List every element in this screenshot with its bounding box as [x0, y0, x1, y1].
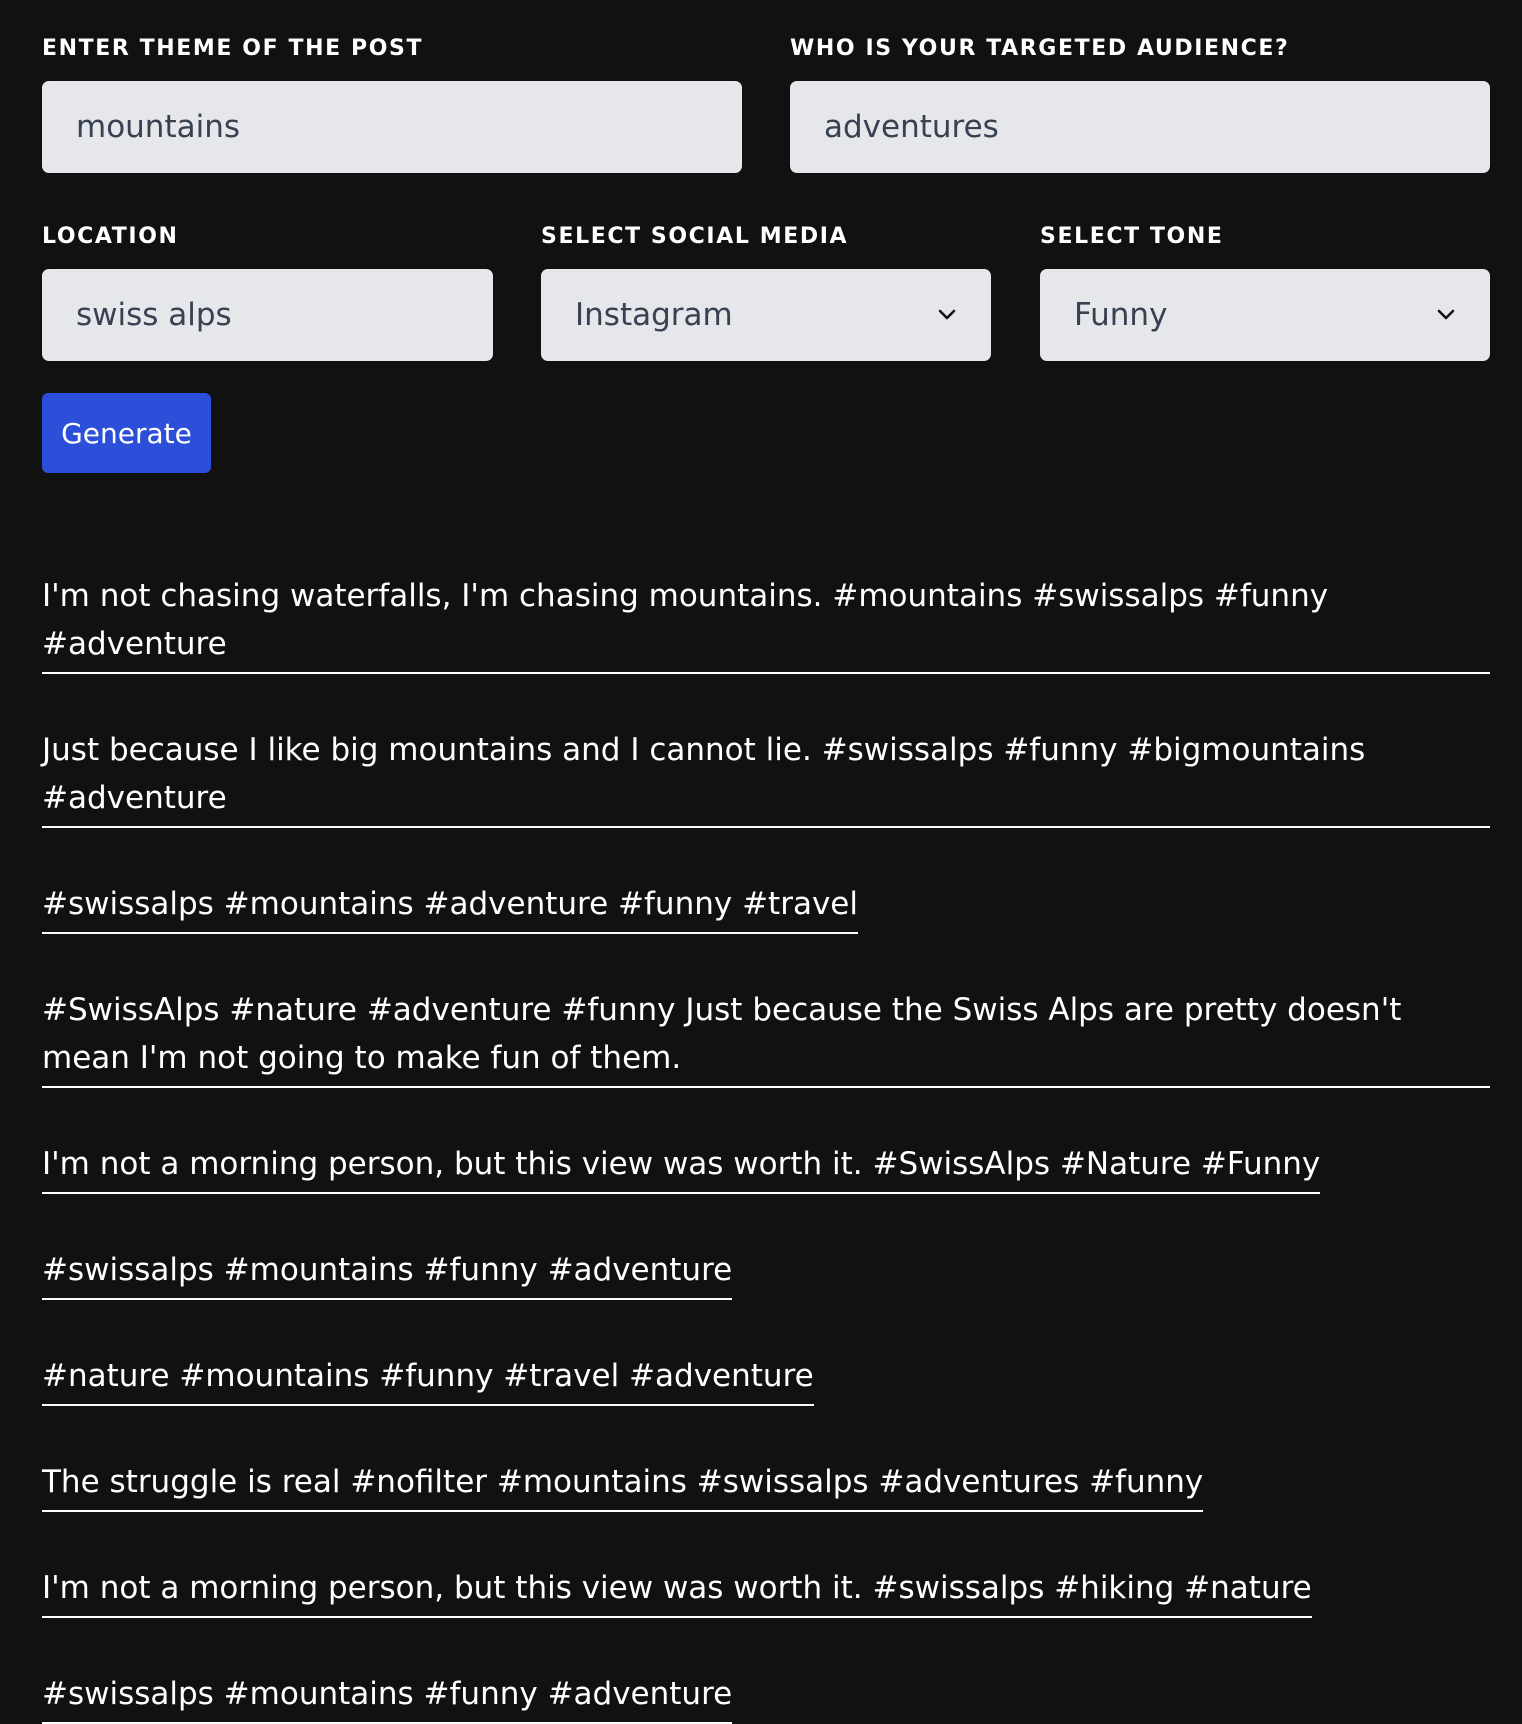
location-label: LOCATION: [42, 224, 179, 249]
social-media-select[interactable]: [541, 269, 991, 361]
theme-input[interactable]: [42, 81, 742, 173]
result-item[interactable]: I'm not a morning person, but this view was worth it. #swissalps #hiking #nature: [42, 1564, 1312, 1618]
result-item[interactable]: Just because I like big mountains and I cannot lie. #swissalps #funny #bigmountains #adventure: [42, 726, 1490, 828]
result-item[interactable]: I'm not a morning person, but this view was worth it. #SwissAlps #Nature #Funny: [42, 1140, 1320, 1194]
social-media-selected: Instagram: [575, 297, 733, 333]
result-item[interactable]: #nature #mountains #funny #travel #adventure: [42, 1352, 814, 1406]
result-item[interactable]: #swissalps #mountains #funny #adventure: [42, 1670, 732, 1724]
chevron-down-icon: [937, 308, 957, 322]
tone-label: SELECT TONE: [1040, 224, 1224, 249]
results-list: [42, 572, 1490, 1724]
tone-select[interactable]: [1040, 269, 1490, 361]
result-item[interactable]: #swissalps #mountains #funny #adventure: [42, 1246, 732, 1300]
theme-label: ENTER THEME OF THE POST: [42, 36, 424, 61]
result-item[interactable]: The struggle is real #nofilter #mountains #swissalps #adventures #funny: [42, 1458, 1203, 1512]
chevron-down-icon: [1436, 308, 1456, 322]
location-input[interactable]: [42, 269, 493, 361]
audience-input-value: adventures: [824, 109, 999, 145]
generate-button[interactable]: Generate: [42, 393, 211, 473]
result-item[interactable]: #SwissAlps #nature #adventure #funny Just because the Swiss Alps are pretty doesn't mean I'm not going to make fun of them.: [42, 986, 1490, 1088]
result-item[interactable]: I'm not chasing waterfalls, I'm chasing mountains. #mountains #swissalps #funny #adventure: [42, 572, 1490, 674]
social-media-label: SELECT SOCIAL MEDIA: [541, 224, 849, 249]
audience-input[interactable]: [790, 81, 1490, 173]
theme-input-value: mountains: [76, 109, 241, 145]
result-item[interactable]: #swissalps #mountains #adventure #funny #travel: [42, 880, 858, 934]
tone-selected: Funny: [1074, 297, 1168, 333]
location-input-value: swiss alps: [76, 297, 232, 333]
audience-label: WHO IS YOUR TARGETED AUDIENCE?: [790, 36, 1290, 61]
